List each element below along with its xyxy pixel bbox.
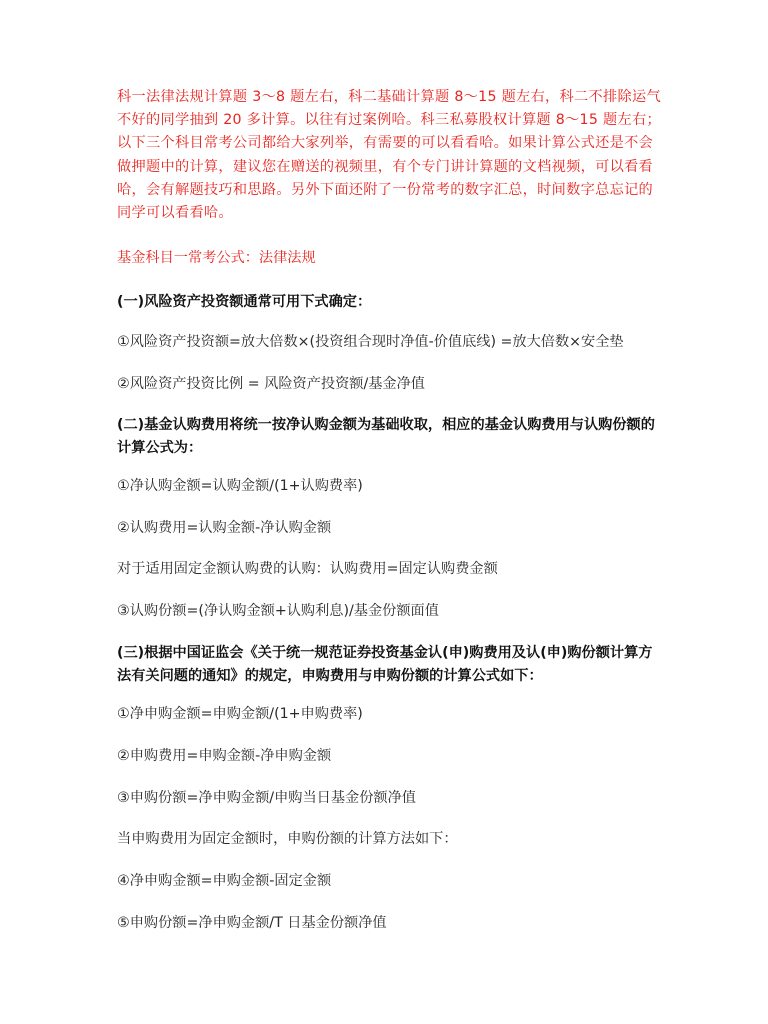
section-3-heading: (三)根据中国证监会《关于统一规范证券投资基金认(申)购费用及认(申)购份额计算方法有关问题的通知》的规定，申购费用与申购份额的计算公式如下： (117, 645, 653, 684)
formula-subscription-fee: ②认购费用=认购金额-净认购金额 (117, 520, 332, 536)
note-fixed-subscription-fee: 对于适用固定金额认购费的认购：认购费用=固定认购费金额 (117, 561, 498, 577)
formula-risk-asset-ratio: ②风险资产投资比例 = 风险资产投资额/基金净值 (117, 376, 425, 392)
formula-risk-asset-investment: ①风险资产投资额=放大倍数×(投资组合现时净值-价值底线) =放大倍数×安全垫 (117, 334, 624, 350)
formula-subscription-shares: ③认购份额=(净认购金额+认购利息)/基金份额面值 (117, 603, 439, 619)
formula-purchase-shares-t-day: ⑤申购份额=净申购金额/T 日基金份额净值 (117, 915, 387, 931)
section-2-heading: (二)基金认购费用将统一按净认购金额为基础收取，相应的基金认购费用与认购份额的计算公式为： (117, 417, 655, 456)
note-fixed-purchase-fee: 当申购费用为固定金额时，申购份额的计算方法如下： (117, 831, 458, 847)
section-title: 基金科目一常考公式：法律法规 (117, 250, 316, 266)
formula-net-purchase-amount: ①净申购金额=申购金额/(1+申购费率) (117, 706, 363, 722)
intro-paragraph: 科一法律法规计算题 3～8 题左右，科二基础计算题 8～15 题左右，科二不排除运气不好的同学抽到 20 多计算。以往有过案例哈。科三私募股权计算题 8～15 题左右；以下三个科目常考公司都给大家列举，有需要的可以看看哈。如果计算公式还是不会做押题中的计算，建议您在赠送的视频里，有个专门讲计算题的文档视频，可以看看哈，会有解题技巧和思路。另外下面还附了一份常考的数字汇总，时间数字总忘记的同学可以看看哈。 (117, 89, 661, 222)
formula-purchase-shares: ③申购份额=净申购金额/申购当日基金份额净值 (117, 790, 416, 806)
formula-net-purchase-fixed: ④净申购金额=申购金额-固定金额 (117, 873, 332, 889)
formula-purchase-fee: ②申购费用=申购金额-净申购金额 (117, 748, 332, 764)
section-1-heading: (一)风险资产投资额通常可用下式确定： (117, 294, 372, 310)
formula-net-subscription-amount: ①净认购金额=认购金额/(1+认购费率) (117, 478, 363, 494)
